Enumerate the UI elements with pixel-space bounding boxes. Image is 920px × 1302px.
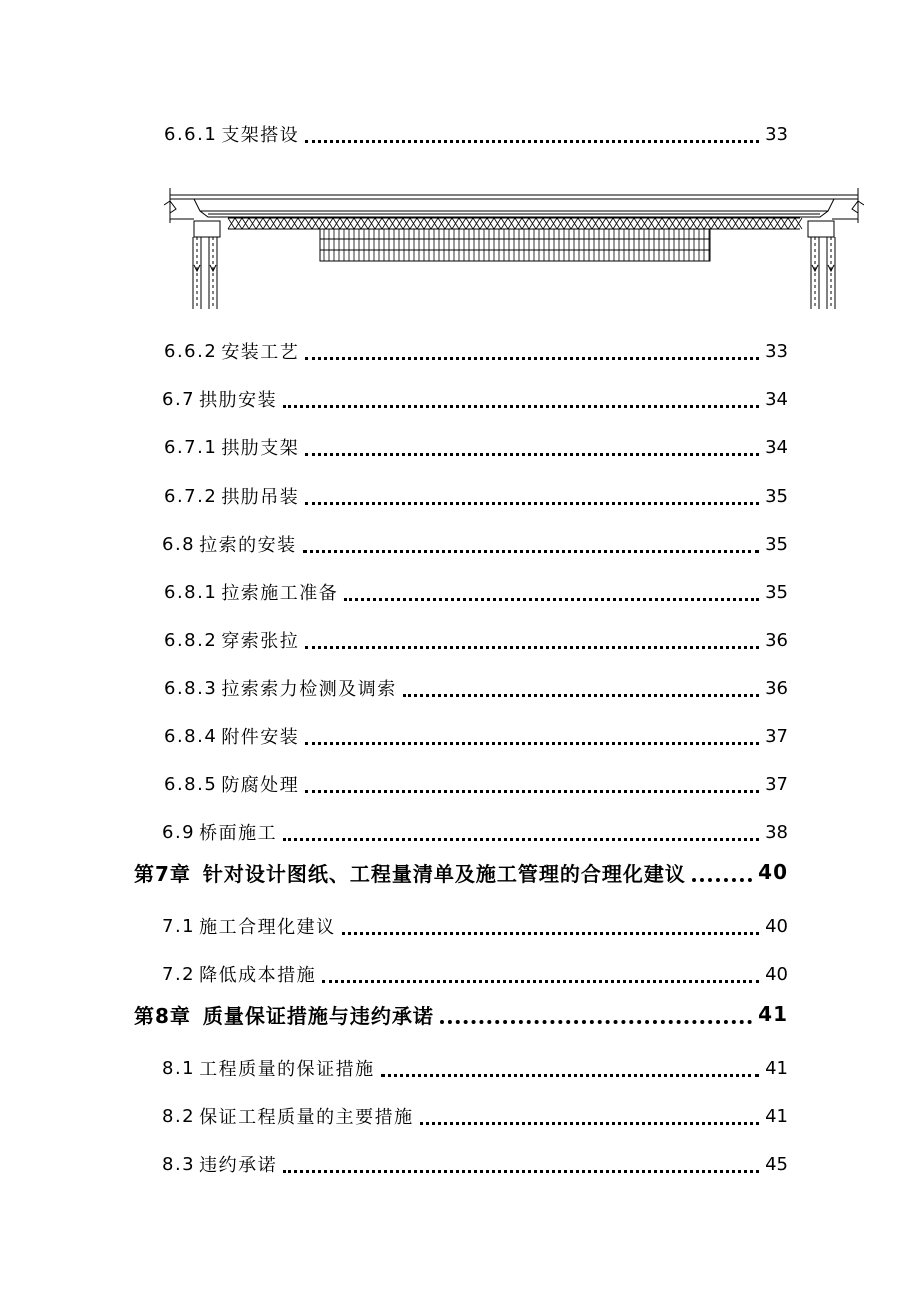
toc-leader [305,646,759,649]
toc-number: 7.1 [162,915,196,937]
toc-entry-6-8-1[interactable] [0,577,920,607]
toc-number: 6.8.1 [164,581,218,603]
toc-entry-6-8-3[interactable] [0,673,920,703]
toc-page-number: 40 [758,860,788,884]
toc-entry-6-8-2[interactable] [0,625,920,655]
toc-page-number: 41 [765,1105,788,1127]
toc-number: 6.8 [162,533,196,555]
toc-title: 拱肋安装 [199,390,278,411]
toc-leader [322,980,759,983]
toc-title: 拱肋支架 [221,438,300,459]
toc-title: 拉索施工准备 [221,583,339,604]
toc-title: 拉索的安装 [199,535,297,556]
toc-chapter-title: 针对设计图纸、工程量清单及施工管理的合理化建议 [202,861,686,886]
toc-page-number: 36 [765,629,788,651]
toc-number: 6.8.5 [164,773,218,795]
toc-number: 6.8.3 [164,677,218,699]
toc-chapter-number: 第8章 [134,1003,191,1028]
toc-number: 8.1 [162,1057,196,1079]
toc-page-number: 34 [765,436,788,458]
toc-leader [440,1020,752,1024]
toc-number: 6.7 [162,388,196,410]
toc-entry-6-8[interactable] [0,529,920,559]
toc-entry-8-1[interactable] [0,1053,920,1083]
toc-number: 6.7.2 [164,485,218,507]
toc-leader [305,453,759,456]
toc-entry-6-8-4[interactable] [0,721,920,751]
toc-entry-6-7-1[interactable] [0,432,920,462]
toc-page-number: 41 [765,1057,788,1079]
toc-page-number: 33 [765,123,788,145]
toc-number: 6.9 [162,821,196,843]
toc-leader [303,550,759,553]
toc-title: 保证工程质量的主要措施 [199,1107,414,1128]
toc-title: 安装工艺 [221,342,300,363]
toc-entry-8-2[interactable] [0,1101,920,1131]
toc-leader [305,140,759,143]
toc-entry-6-6-1[interactable] [0,119,920,149]
toc-entry-8-3[interactable] [0,1149,920,1179]
toc-entry-6-9[interactable] [0,817,920,847]
toc-entry-6-8-5[interactable] [0,769,920,799]
toc-title: 拉索索力检测及调索 [221,679,397,700]
toc-title: 拱肋吊装 [221,487,300,508]
toc-leader [305,357,759,360]
toc-title: 附件安装 [221,727,300,748]
toc-leader [305,742,759,745]
toc-page-number: 35 [765,485,788,507]
toc-title: 桥面施工 [199,823,278,844]
toc-number: 6.8.2 [164,629,218,651]
toc-chapter-7[interactable] [0,857,920,887]
toc-page-number: 41 [758,1002,788,1026]
toc-page-number: 45 [765,1153,788,1175]
toc-chapter-8[interactable] [0,999,920,1029]
toc-number: 6.6.2 [164,340,218,362]
toc-page-number: 37 [765,725,788,747]
toc-title: 穿索张拉 [221,631,300,652]
toc-leader [692,878,752,882]
toc-page-number: 37 [765,773,788,795]
toc-title: 工程质量的保证措施 [199,1059,375,1080]
toc-leader [283,838,759,841]
toc-page-number: 40 [765,915,788,937]
bridge-scaffold-drawing-icon [164,183,864,313]
toc-page-number: 34 [765,388,788,410]
toc-title: 降低成本措施 [199,965,317,986]
toc-leader [403,694,759,697]
toc-page-number: 35 [765,581,788,603]
toc-leader [305,790,759,793]
toc-entry-6-6-2[interactable] [0,336,920,366]
toc-number: 8.3 [162,1153,196,1175]
toc-page-number: 40 [765,963,788,985]
toc-leader [283,1170,759,1173]
toc-title: 施工合理化建议 [199,917,336,938]
toc-leader [420,1122,759,1125]
toc-page-number: 36 [765,677,788,699]
toc-page-number: 35 [765,533,788,555]
toc-entry-7-2[interactable] [0,959,920,989]
toc-number: 6.8.4 [164,725,218,747]
toc-title: 违约承诺 [199,1155,278,1176]
toc-page-number: 38 [765,821,788,843]
toc-number: 6.7.1 [164,436,218,458]
toc-page-number: 33 [765,340,788,362]
toc-chapter-number: 第7章 [134,861,191,886]
toc-title: 防腐处理 [221,775,300,796]
toc-entry-6-7-2[interactable] [0,481,920,511]
toc-entry-7-1[interactable] [0,911,920,941]
toc-leader [344,598,759,601]
toc-entry-6-7[interactable] [0,384,920,414]
toc-chapter-title: 质量保证措施与违约承诺 [202,1003,434,1028]
toc-leader [381,1074,759,1077]
toc-number: 8.2 [162,1105,196,1127]
toc-leader [283,405,759,408]
toc-title: 支架搭设 [221,125,300,146]
toc-number: 6.6.1 [164,123,218,145]
toc-number: 7.2 [162,963,196,985]
toc-leader [305,502,759,505]
toc-leader [342,932,759,935]
